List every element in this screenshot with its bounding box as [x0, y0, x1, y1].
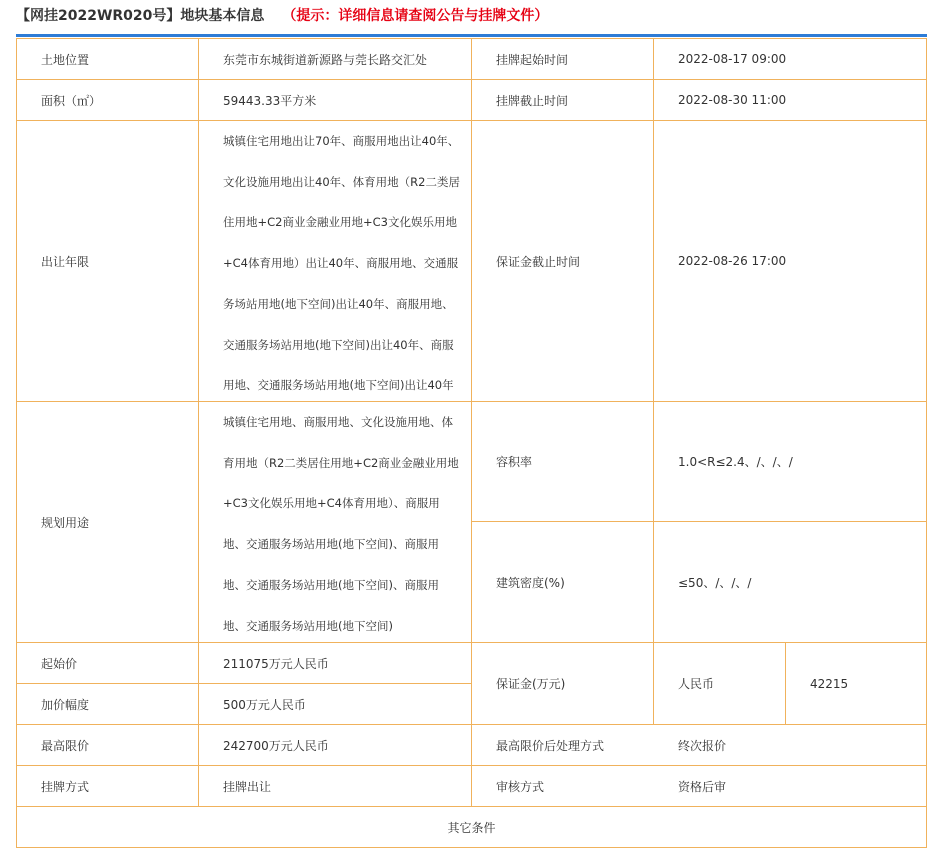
label-review-method: 审核方式 [496, 779, 545, 794]
value-area: 59443.33平方米 [223, 93, 317, 108]
term-line: 文化设施用地出让40年、体育用地（R2二类居 [223, 174, 460, 189]
term-line: 住用地+C2商业金融业用地+C3文化娱乐用地 [223, 215, 457, 230]
table-top-bar [16, 34, 927, 37]
label-plot-ratio: 容积率 [496, 455, 533, 469]
value-review-method: 资格后审 [678, 779, 727, 794]
term-line: 城镇住宅用地出让70年、商服用地出让40年、 [223, 134, 460, 148]
label-building-density: 建筑密度(%) [496, 575, 565, 590]
label-area: 面积（㎡） [41, 93, 102, 108]
usage-line: 地、交通服务场站用地(地下空间) [223, 618, 393, 633]
label-increment: 加价幅度 [41, 697, 90, 712]
value-after-max-price: 终次报价 [678, 738, 727, 753]
value-deposit-amount: 42215 [810, 676, 849, 691]
grid-line [926, 38, 927, 848]
value-deposit-deadline: 2022-08-26 17:00 [678, 254, 787, 268]
term-line: +C4体育用地）出让40年、商服用地、交通服 [223, 256, 459, 271]
notice-hint: （提示：详细信息请查阅公告与挂牌文件） [282, 8, 549, 24]
term-line: 交通服务场站用地(地下空间)出让40年、商服 [223, 337, 454, 352]
value-listing-method: 挂牌出让 [223, 779, 272, 794]
value-usage [199, 402, 471, 642]
label-max-price: 最高限价 [41, 738, 90, 753]
label-deposit-deadline: 保证金截止时间 [496, 254, 581, 269]
value-start-price: 211075万元人民币 [223, 656, 329, 671]
usage-line: 地、交通服务场站用地(地下空间)、商服用 [223, 577, 439, 592]
label-usage: 规划用途 [41, 515, 90, 530]
value-increment: 500万元人民币 [223, 697, 306, 712]
label-location: 土地位置 [41, 52, 90, 67]
value-location: 东莞市东城街道新源路与莞长路交汇处 [223, 52, 428, 67]
value-listing-end: 2022-08-30 11:00 [678, 93, 787, 107]
label-term: 出让年限 [41, 254, 90, 269]
grid-line [16, 847, 927, 848]
term-line: 用地、交通服务场站用地(地下空间)出让40年 [223, 378, 454, 393]
value-max-price: 242700万元人民币 [223, 738, 329, 753]
usage-line: +C3文化娱乐用地+C4体育用地）、商服用 [223, 496, 440, 511]
usage-line: 地、交通服务场站用地(地下空间)、商服用 [223, 537, 439, 552]
label-start-price: 起始价 [41, 656, 78, 671]
label-deposit: 保证金(万元) [496, 677, 566, 691]
usage-line: 育用地（R2二类居住用地+C2商业金融业用地 [223, 455, 459, 470]
label-listing-start: 挂牌起始时间 [496, 52, 569, 67]
label-listing-end: 挂牌截止时间 [496, 93, 569, 108]
other-conditions: 其它条件 [447, 820, 496, 835]
label-after-max-price: 最高限价后处理方式 [496, 738, 605, 753]
value-plot-ratio: 1.0<R≤2.4、/、/、/ [678, 455, 793, 469]
page-title: 【网挂2022WR020号】地块基本信息 [16, 8, 265, 24]
term-line: 务场站用地(地下空间)出让40年、商服用地、 [223, 296, 454, 311]
label-listing-method: 挂牌方式 [41, 779, 90, 794]
page-header [16, 4, 548, 28]
value-term [199, 121, 471, 401]
value-deposit-currency: 人民币 [678, 677, 715, 691]
usage-line: 城镇住宅用地、商服用地、文化设施用地、体 [223, 415, 453, 429]
value-listing-start: 2022-08-17 09:00 [678, 52, 787, 66]
value-building-density: ≤50、/、/、/ [678, 575, 752, 590]
